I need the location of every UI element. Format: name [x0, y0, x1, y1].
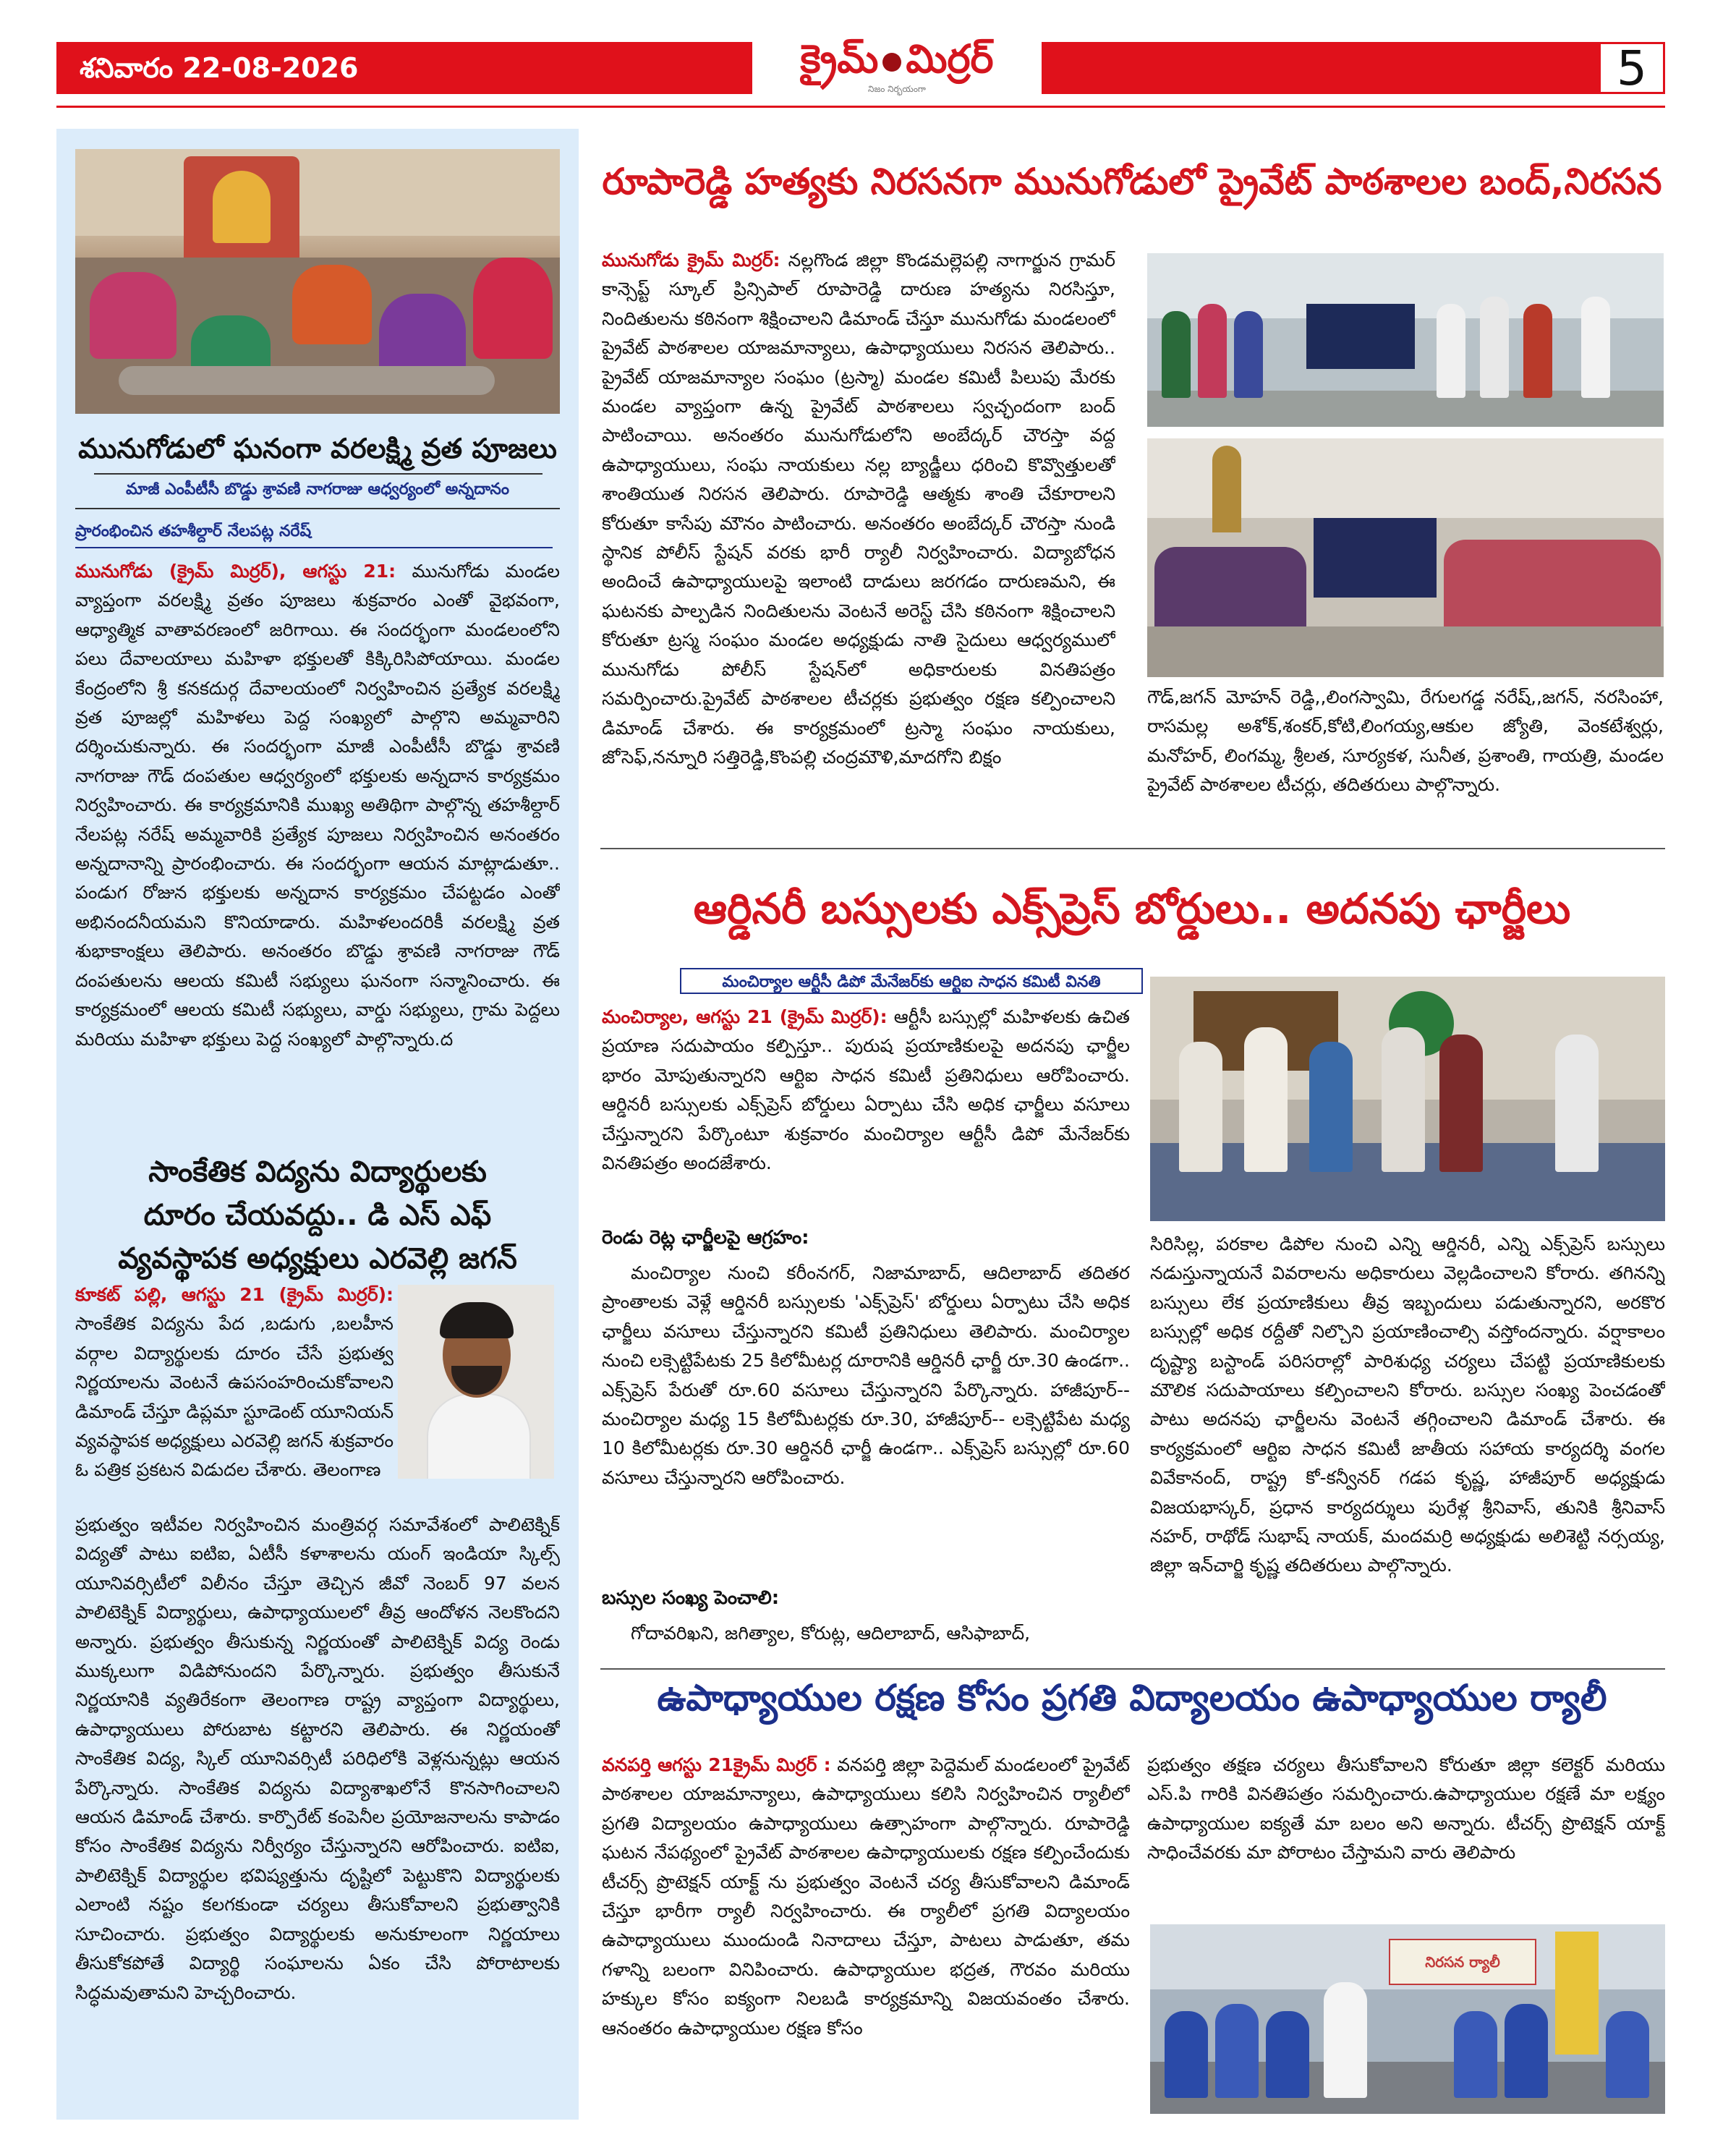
section-divider-2 — [600, 1668, 1665, 1670]
teachers-rally-article — [602, 1751, 1130, 2112]
technical-article-intro — [75, 1280, 393, 1497]
bus-dateline: మంచిర్యాల, ఆగస్టు 21 (క్రైమ్ మిర్రర్): — [602, 1006, 888, 1027]
teachers-rally-headline: ఉపాధ్యాయుల రక్షణ కోసం ప్రగతి విద్యాలయం ఉపాధ్యాయుల ర్యాలీ — [657, 1677, 1607, 1719]
technical-headline — [75, 1150, 560, 1280]
rti-memorandum-photo — [1150, 977, 1665, 1221]
bus-depots-list: గోదావరిఖని, జగిత్యాల, కోరుట్ల, ఆదిలాబాద్, ఆసిఫాబాద్, — [631, 1623, 1031, 1644]
roopareddy-dateline: మునుగోడు క్రైమ్ మిర్రర్: — [602, 250, 780, 271]
article-body: మునుగోడు మండల వ్యాప్తంగా వరలక్ష్మి వ్రతం పూజలు శుక్రవారం ఎంతో వైభవంగా, ఆధ్యాత్మిక వాతావరణంలో జరిగాయి. ఈ సందర్భంగా మండలంలోని పలు దేవాలయాలు మహిళా భక్తులతో కిక్కిరిసిపోయాయి. మండల కేంద్రంలోని శ్రీ కనకదుర్గ దేవాలయంలో నిర్వహించిన ప్రత్యేక వరలక్ష్మి వ్రత పూజల్లో మహిళలు పెద్ద సంఖ్యలో పాల్గొని అమ్మవారిని దర్శించుకున్నారు. ఈ సందర్భంగా మాజీ ఎంపీటీసీ బొడ్డు శ్రావణి నాగరాజు గౌడ్ దంపతుల ఆధ్వర్యంలో భక్తులకు అన్నదాన కార్యక్రమం నిర్వహించారు. ఈ కార్యక్రమానికి ముఖ్య అతిథిగా పాల్గొన్న తహశీల్దార్ నేలపట్ల నరేష్ అమ్మవారికి ప్రత్యేక పూజలు నిర్వహించిన అనంతరం అన్నదానాన్ని ప్రారంభించారు. ఈ సందర్భంగా ఆయన మాట్లాడుతూ.. పండుగ రోజున భక్తులకు అన్నదాన కార్యక్రమం చేపట్టడం ఎంతో అభినందనీయమని కొనియాడారు. మహిళలందరికీ వరలక్ష్మి వ్రత శుభాకాంక్షలు తెలిపారు. అనంతరం బొడ్డు శ్రావణి నాగరాజు గౌడ్ దంపతులను ఆలయ కమిటీ సభ్యులు ఘనంగా సన్మానించారు. ఈ కార్యక్రమంలో ఆలయ కమిటీ సభ్యులు, వార్డు సభ్యులు, గ్రామ పెద్దలు మరియు మహిళా భక్తులు పెద్ద సంఖ్యలో పాల్గొన్నారు.ద — [75, 561, 560, 1050]
varalakshmi-puja-photo — [75, 149, 560, 414]
jagan-portrait-photo — [398, 1285, 554, 1479]
subhead-divider — [75, 508, 560, 509]
protest-photo-1 — [1147, 253, 1664, 427]
roopareddy-article-continued: గౌడ్,జగన్ మోహన్ రెడ్డి,,లింగస్వామి, రేగులగడ్డ నరేష్,,జగన్, నరసింహా, రాసమల్ల అశోక్,శంకర్,కోటి,లింగయ్య,ఆకుల జ్యోతి, వెంకటేశ్వర్లు, మనోహర్, లింగమ్మ, శ్రీలత, సూర్యకళ, సునీత, ప్రశాంతి, గాయత్రి, మండల ప్రైవేట్ పాఠశాలల టీచర్లు, తదితరులు పాల్గొన్నారు. — [1147, 687, 1664, 796]
bus-fare-details: మంచిర్యాల నుంచి కరీంనగర్, నిజామాబాద్, ఆదిలాబాద్ తదితర ప్రాంతాలకు వెళ్లే ఆర్డినరీ బస్సులకు 'ఎక్స్‌ప్రెస్' బోర్డులు ఏర్పాటు చేసి అధిక ఛార్జీలు వసూలు చేస్తున్నారని కమిటీ ప్రతినిధులు తెలిపారు. మంచిర్యాల నుంచి లక్సెట్టిపేటకు 25 కిలోమీటర్ల దూరానికి ఆర్డినరీ ఛార్జీ రూ.30 ఉండగా.. ఎక్స్‌ప్రెస్ పేరుతో రూ.60 వసూలు చేస్తున్నారని పేర్కొన్నారు. హాజీపూర్-- మంచిర్యాల మధ్య 15 కిలోమీటర్లకు రూ.30, హాజీపూర్-- లక్సెట్టిపేట మధ్య 10 కిలోమీటర్లకు రూ.30 ఆర్డినరీ ఛార్జీ ఉండగా.. ఎక్స్‌ప్రెస్ బస్సుల్లో రూ.60 వసూలు చేస్తున్నారని ఆరోపించారు. — [602, 1262, 1130, 1488]
roopareddy-article — [602, 246, 1115, 839]
logo-mic-icon — [882, 53, 901, 72]
roopareddy-headline: రూపారెడ్డి హత్యకు నిరసనగా మునుగోడులో ప్రైవేట్ పాఠశాలల బంద్,నిరసన — [602, 161, 1662, 203]
bus-fare-article-continued: సిరిసిల్ల, పరకాల డిపోల నుంచి ఎన్ని ఆర్డినరీ, ఎన్ని ఎక్స్‌ప్రెస్ బస్సులు నడుస్తున్నాయనే వివరాలను అధికారులు వెల్లడించాలని కోరారు. తగినన్ని బస్సులు లేక ప్రయాణికులు తీవ్ర ఇబ్బందులు పడుతున్నారని, అరకొర బస్సుల్లో అధిక రద్దీతో నిల్చొని ప్రయాణించాల్సి వస్తోందన్నారు. వర్షాకాలం దృష్ట్యా బస్టాండ్ పరిసరాల్లో పారిశుధ్య చర్యలు చేపట్టి ప్రయాణికులకు మౌలిక సదుపాయాలు కల్పించాలని కోరారు. బస్సుల సంఖ్య పెంచడంతో పాటు అదనపు ఛార్జీలను వెంటనే తగ్గించాలని డిమాండ్ చేశారు. ఈ కార్యక్రమంలో ఆర్టిఐ సాధన కమిటీ జాతీయ సహాయ కార్యదర్శి వంగల వివేకానంద్, రాష్ట్ర కో-కన్వీనర్ గడప కృష్ణ, హాజీపూర్ అధ్యక్షుడు విజయభాస్కర్, ప్రధాన కార్యదర్శులు పురేళ్ల శ్రీనివాస్, తునికి శ్రీనివాస్ నహర్, రాథోడ్ సుభాష్ నాయక్, మందమర్రి అధ్యక్షుడు అలిశెట్టి నర్సయ్య, జిల్లా ఇన్‌చార్జి కృష్ణ తదితరులు పాల్గొన్నారు. — [1150, 1233, 1665, 1576]
issue-date: శనివారం 22-08-2026 — [80, 52, 359, 84]
varalakshmi-article — [75, 557, 560, 1150]
protest-photo-2 — [1147, 438, 1664, 677]
technical-dateline: కూకట్ పల్లి, ఆగస్టు 21 (క్రైమ్ మిర్రర్): — [75, 1284, 393, 1305]
subhead-underline — [75, 547, 553, 548]
technical-headline-line3: వ్యవస్థాపక అధ్యక్షులు ఎరవెల్లి జగన్ — [118, 1242, 517, 1275]
teachers-rally-photo — [1150, 1924, 1665, 2114]
technical-article: ప్రభుత్వం ఇటీవల నిర్వహించిన మంత్రివర్గ సమావేశంలో పాలిటెక్నిక్ విద్యతో పాటు ఐటిఐ, ఏటీసీ కళాశాలను యంగ్ ఇండియా స్కిల్స్ యూనివర్సిటీలో విలీనం చేస్తూ తెచ్చిన జీవో నెంబర్ 97 వలన పాలిటెక్నిక్ విద్యార్థులు, ఉపాధ్యాయులలో తీవ్ర ఆందోళన నెలకొందని అన్నారు. ప్రభుత్వం తీసుకున్న నిర్ణయంతో పాలిటెక్నిక్ విద్య రెండు ముక్కలుగా విడిపోనుందని పేర్కొన్నారు. ప్రభుత్వం తీసుకునే నిర్ణయానికి వ్యతిరేకంగా తెలంగాణ రాష్ట్ర వ్యాప్తంగా విద్యార్థులు, ఉపాధ్యాయులు పోరుబాట కట్టారని తెలిపారు. ఈ నిర్ణయంతో సాంకేతిక విద్య, స్కిల్ యూనివర్సిటీ పరిధిలోకి వెళ్లనున్నట్లు ఆయన పేర్కొన్నారు. సాంకేతిక విద్యను విద్యాశాఖలోనే కొనసాగించాలని ఆయన డిమాండ్ చేశారు. కార్పొరేట్ కంపెనీల ప్రయోజనాలను కాపాడం కోసం సాంకేతిక విద్యను నిర్వీర్యం చేస్తున్నారని ఆరోపించారు. ఐటిఐ, పాలిటెక్నిక్ విద్యార్థుల భవిష్యత్తును దృష్టిలో పెట్టుకొని విద్యార్థులకు ఎలాంటి నష్టం కలగకుండా చర్యలు తీసుకోవాలని ప్రభుత్వానికి సూచించారు. ప్రభుత్వం విద్యార్థులకు అనుకూలంగా నిర్ణయాలు తీసుకోకపోతే విద్యార్థి సంఘాలను ఏకం చేసి పోరాటాలకు సిద్ధమవుతామని హెచ్చరించారు. — [75, 1514, 560, 2003]
varalakshmi-headline: మునుగోడులో ఘనంగా వరలక్ష్మి వ్రత పూజలు — [78, 433, 557, 464]
varalakshmi-subhead-2: ప్రారంభించిన తహశీల్దార్ నేలపట్ల నరేష్ — [75, 522, 312, 540]
logo-tagline: నిజం నిర్భయంగా — [868, 84, 926, 94]
roopareddy-body: నల్లగొండ జిల్లా కొండమల్లెపల్లి నాగార్జున గ్రామర్ కాన్సెప్ట్ స్కూల్ ప్రిన్సిపాల్ రూపారెడ్డి దారుణ హత్యను నిరసిస్తూ, నిందితులను కఠినంగా శిక్షించాలని డిమాండ్ చేస్తూ మునుగోడు మండలంలో ప్రైవేట్ పాఠశాలల యాజమాన్యాలు, ఉపాధ్యాయులు నిరసన తెలిపారు.. ప్రైవేట్ యాజమాన్యాల సంఘం (ట్రస్మా) మండల కమిటీ పిలుపు మేరకు మండల వ్యాప్తంగా ఉన్న ప్రైవేట్ పాఠశాలలు స్వచ్ఛందంగా బంద్ పాటించాయి. అనంతరం మునుగోడులోని అంబేద్కర్ చౌరస్తా వద్ద ఉపాధ్యాయులు, సంఘ నాయకులు నల్ల బ్యాడ్జీలు ధరించి కొవ్వొత్తులతో శాంతియుత నిరసన తెలిపారు. రూపారెడ్డి ఆత్మకు శాంతి చేకూరాలని కోరుతూ కాసేపు మౌనం పాటించారు. అనంతరం అంబేద్కర్ చౌరస్తా నుండి స్థానిక పోలీస్ స్టేషన్ వరకు భారీ ర్యాలీ నిర్వహించారు. విద్యాబోధన అందించే ఉపాధ్యాయులపై ఇలాంటి దాడులు జరగడం దారుణమని, ఈ ఘటనకు పాల్పడిన నిందితులను వెంటనే అరెస్ట్ చేసి కఠినంగా శిక్షించాలని కోరుతూ ట్రస్మ సంఘం మండల అధ్యక్షుడు నాతి సైదులు ఆధ్వర్యములో మునుగోడు పోలీస్ స్టేషన్‌లో అధికారులకు వినతిపత్రం సమర్పించారు.ప్రైవేట్ పాఠశాలల టీచర్లకు ప్రభుత్వం రక్షణ కల్పించాలని డిమాండ్ చేశారు. ఈ కార్యక్రమంలో ట్రస్మా సంఘం నాయకులు, జోసెఫ్,నన్నూరి సత్తిరెడ్డి,కొంపల్లి చంద్రమౌళి,మాదగోని బిక్షం — [602, 250, 1115, 768]
page-number: 5 — [1599, 42, 1665, 94]
teachers-rally-article-continued: ప్రభుత్వం తక్షణ చర్యలు తీసుకోవాలని కోరుతూ జిల్లా కలెక్టర్ మరియు ఎస్.పి గారికి వినతిపత్రం సమర్పించారు.ఉపాధ్యాయుల రక్షణే మా లక్ష్యం ఉపాధ్యాయుల ఐక్యతే మా బలం అని అన్నారు. టీచర్స్ ప్రొటెక్షన్ యాక్ట్ సాధించేవరకు మా పోరాటం చేస్తామని వారు తెలిపారు — [1147, 1754, 1665, 1864]
article-dateline: మునుగోడు (క్రైమ్ మిర్రర్), ఆగస్టు 21: — [75, 561, 396, 582]
bus-fare-article — [602, 1003, 1130, 1220]
newspaper-logo — [752, 29, 1042, 109]
teachers-body: వనపర్తి జిల్లా పెద్దెమల్ మండలంలో ప్రైవేట్ పాఠశాలల యాజమాన్యాలు, ఉపాధ్యాయులు కలిసి నిర్వహించిన ర్యాలీలో ప్రగతి విద్యాలయం ఉపాధ్యాయులు ఉత్సాహంగా పాల్గొన్నారు. రూపారెడ్డి ఘటన నేపథ్యంలో ప్రైవేట్ పాఠశాలల ఉపాధ్యాయులకు రక్షణ కల్పించేందుకు టీచర్స్ ప్రొటెక్షన్ యాక్ట్ ను ప్రభుత్వం వెంటనే చర్య తీసుకోవాలని డిమాండ్ చేస్తూ భారీగా ర్యాలీ నిర్వహించారు. ఈ ర్యాలీలో ప్రగతి విద్యాలయం ఉపాధ్యాయులు ముందుండి నినాదాలు చేస్తూ, పాటలు పాడుతూ, తమ గళాన్ని బలంగా వినిపించారు. ఉపాధ్యాయుల భద్రత, గౌరవం మరియు హక్కుల కోసం ఐక్యంగా నిలబడి కార్యక్రమాన్ని విజయవంతం చేశారు. ఆనంతరం ఉపాధ్యాయుల రక్షణ కోసం — [602, 1754, 1130, 2039]
bus-intro: ఆర్టీసీ బస్సుల్లో మహిళలకు ఉచిత ప్రయాణ సదుపాయం కల్పిస్తూ.. పురుష ప్రయాణికులపై అదనపు ఛార్జీల భారం మోపుతున్నారని ఆర్టిఐ సాధన కమిటీ ప్రతినిధులు ఆరోపించారు. ఆర్డినరీ బస్సులకు ఎక్స్‌ప్రెస్ బోర్డులు ఏర్పాటు చేసి అధిక ఛార్జీలు వసూలు చేస్తున్నారని పేర్కొంటూ శుక్రవారం మంచిర్యాల ఆర్టీసీ డిపో మేనేజర్‌కు వినతిపత్రం అందజేశారు. — [602, 1006, 1130, 1174]
bus-section-heading-1: రెండు రెట్ల ఛార్జీలపై ఆగ్రహం: — [602, 1227, 809, 1249]
technical-intro: సాంకేతిక విద్యను పేద ,బడుగు ,బలహీన వర్గాల విద్యార్థులకు దూరం చేసే ప్రభుత్వ నిర్ణయాలను వెంటనే ఉపసంహరించుకోవాలని డిమాండ్ చేస్తూ డిప్లమా స్టూడెంట్ యూనియన్ వ్యవస్థాపక అధ్యక్షులు ఎరవెల్లి జగన్ శుక్రవారం ఓ పత్రిక ప్రకటన విడుదల చేశారు. తెలంగాణ — [75, 1313, 393, 1481]
section-divider-1 — [600, 848, 1665, 849]
technical-headline-line2: దూరం చేయవద్దు.. డి ఎస్ ఎఫ్ — [143, 1199, 492, 1232]
bus-section-heading-2: బస్సుల సంఖ్య పెంచాలి: — [602, 1587, 780, 1609]
masthead-rule — [56, 106, 1665, 108]
varalakshmi-subhead-1: మాజీ ఎంపీటీసీ బొడ్డు శ్రావణి నాగరాజు ఆధ్వర్యంలో అన్నదానం — [125, 480, 509, 498]
bus-fare-subhead: మంచిర్యాల ఆర్టీసీ డిపో మేనేజర్‌కు ఆర్టిఐ సాధన కమిటీ వినతి — [680, 968, 1143, 994]
headline-underline — [94, 473, 542, 475]
bus-fare-headline: ఆర్డినరీ బస్సులకు ఎక్స్‌ప్రెస్ బోర్డులు.. అదనపు ఛార్జీలు — [693, 884, 1571, 933]
rally-banner: నిరసన ర్యాలీ — [1389, 1939, 1536, 1985]
teachers-dateline: వనపర్తి ఆగస్టు 21క్రైమ్ మిర్రర్ : — [602, 1754, 831, 1775]
logo-word-right: మిర్రర్ — [906, 35, 994, 82]
logo-word-left: క్రైమ్ — [800, 35, 879, 82]
technical-headline-line1: సాంకేతిక విద్యను విద్యార్థులకు — [148, 1155, 487, 1189]
